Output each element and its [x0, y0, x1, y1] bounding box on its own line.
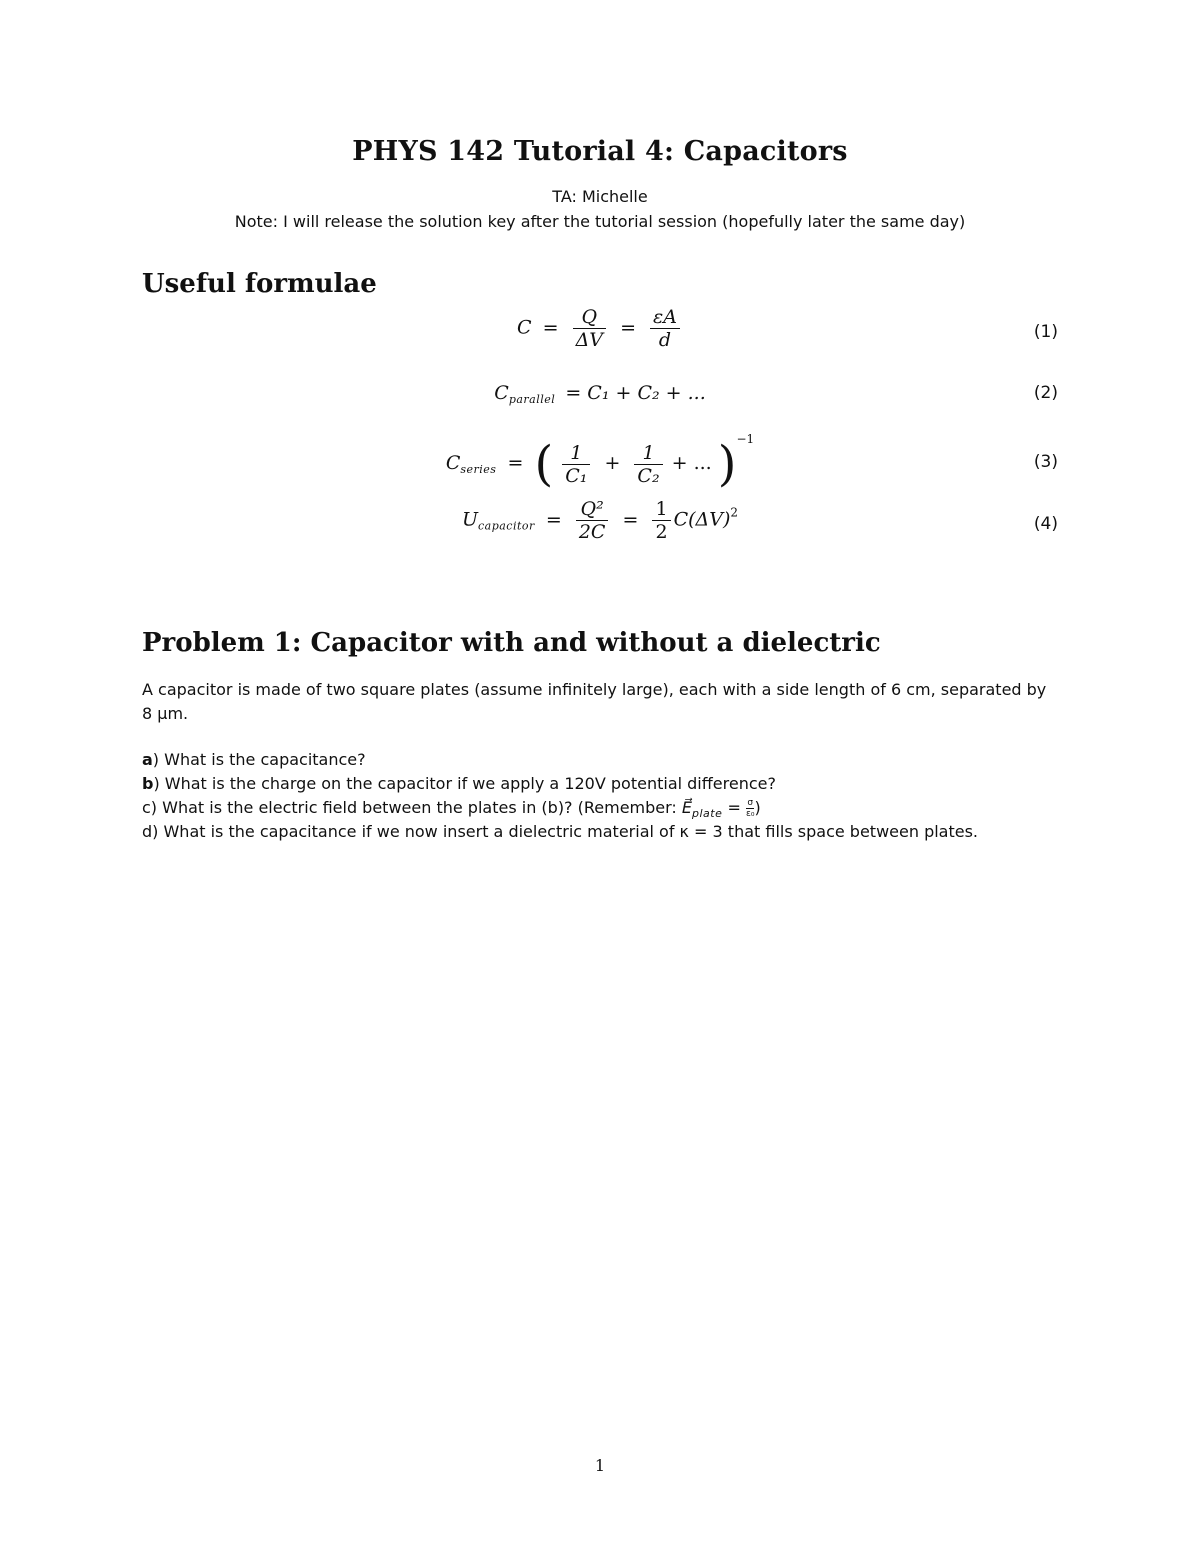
eq1-number: (1) — [1033, 322, 1058, 342]
eq3-exponent: −1 — [736, 432, 755, 446]
page-number: 1 — [594, 1456, 606, 1475]
eq1-equals: = — [542, 316, 559, 339]
eq2-lhs-sub: parallel — [508, 393, 556, 406]
eq1-lhs: C — [517, 316, 532, 339]
eq2-lhs: C — [494, 382, 509, 404]
eq3-fraction-2: $\frac{1}{\text{C₂}}$ — [634, 442, 662, 487]
equation-1 — [0, 306, 1200, 362]
eq4-equals: = — [545, 508, 562, 531]
eq3-fraction-1: $\frac{1}{\text{C₁}}$ — [562, 442, 590, 487]
eq1-equals-2: = — [620, 316, 636, 339]
eq3-lhs-sub: series — [460, 463, 497, 476]
eq3-plus: + — [604, 452, 621, 474]
ta-line: TA: Michelle — [552, 187, 648, 206]
eq4-lhs-sub: capacitor — [477, 519, 535, 533]
eq3-equals: = — [507, 452, 524, 474]
note-line: Note: I will release the solution key after the tutorial session (hopefully later the same day) — [234, 212, 966, 231]
sigma-over-epsilon: $\frac{\sigma}{\text{ε₀}}$ — [745, 798, 755, 819]
eq2-rhs: = C₁ + C₂ + ... — [565, 382, 706, 404]
eq3-close-paren: ) — [717, 436, 737, 492]
eq2-number: (2) — [1033, 383, 1058, 403]
eq1-fraction-2: $\frac{\varepsilon A}{d}$ — [650, 306, 680, 351]
eq3-lhs: C — [445, 452, 461, 474]
eq4-exponent: 2 — [730, 505, 739, 520]
eq1-fraction-1: $\frac{Q}{\Delta V}$ — [573, 306, 606, 351]
equation-2 — [0, 380, 1200, 410]
equation-4 — [0, 498, 1200, 554]
eq4-number: (4) — [1033, 514, 1058, 534]
eq4-lhs: U — [461, 508, 478, 531]
eq4-fraction-2: $\frac{1}{2}$ — [652, 498, 670, 543]
equation-3 — [0, 428, 1200, 494]
question-d: d) What is the capacitance if we now insert a dielectric material of κ = 3 that fills space between plates. — [142, 822, 979, 841]
eq4-tail: C(ΔV) — [673, 508, 731, 531]
problem1-intro: A capacitor is made of two square plates (assume infinitely large), each with a side length of 6 cm, separated by 8 μm. — [142, 680, 1047, 723]
eq3-open-paren: ( — [534, 436, 554, 492]
efield-symbol: E⃗ — [681, 798, 693, 817]
eq4-fraction-1: $\frac{\text{Q²}}{2C}$ — [576, 498, 609, 543]
eq3-number: (3) — [1033, 452, 1058, 472]
eq4-equals-2: = — [622, 508, 639, 531]
document-title: PHYS 142 Tutorial 4: Capacitors — [352, 136, 848, 167]
question-a: a) What is the capacitance? — [142, 750, 366, 769]
question-b: b) What is the charge on the capacitor if we apply a 120V potential difference? — [142, 774, 776, 793]
eq3-tail: + ... — [671, 452, 712, 474]
question-c: c) What is the electric field between the plates in (b)? (Remember: $E⃗_{plate}$ = $\frac{\sigma}{\text{ε₀}}$ ) — [142, 798, 761, 820]
formulae-heading: Useful formulae — [142, 269, 377, 299]
problem1-heading: Problem 1: Capacitor with and without a dielectric — [142, 628, 881, 658]
